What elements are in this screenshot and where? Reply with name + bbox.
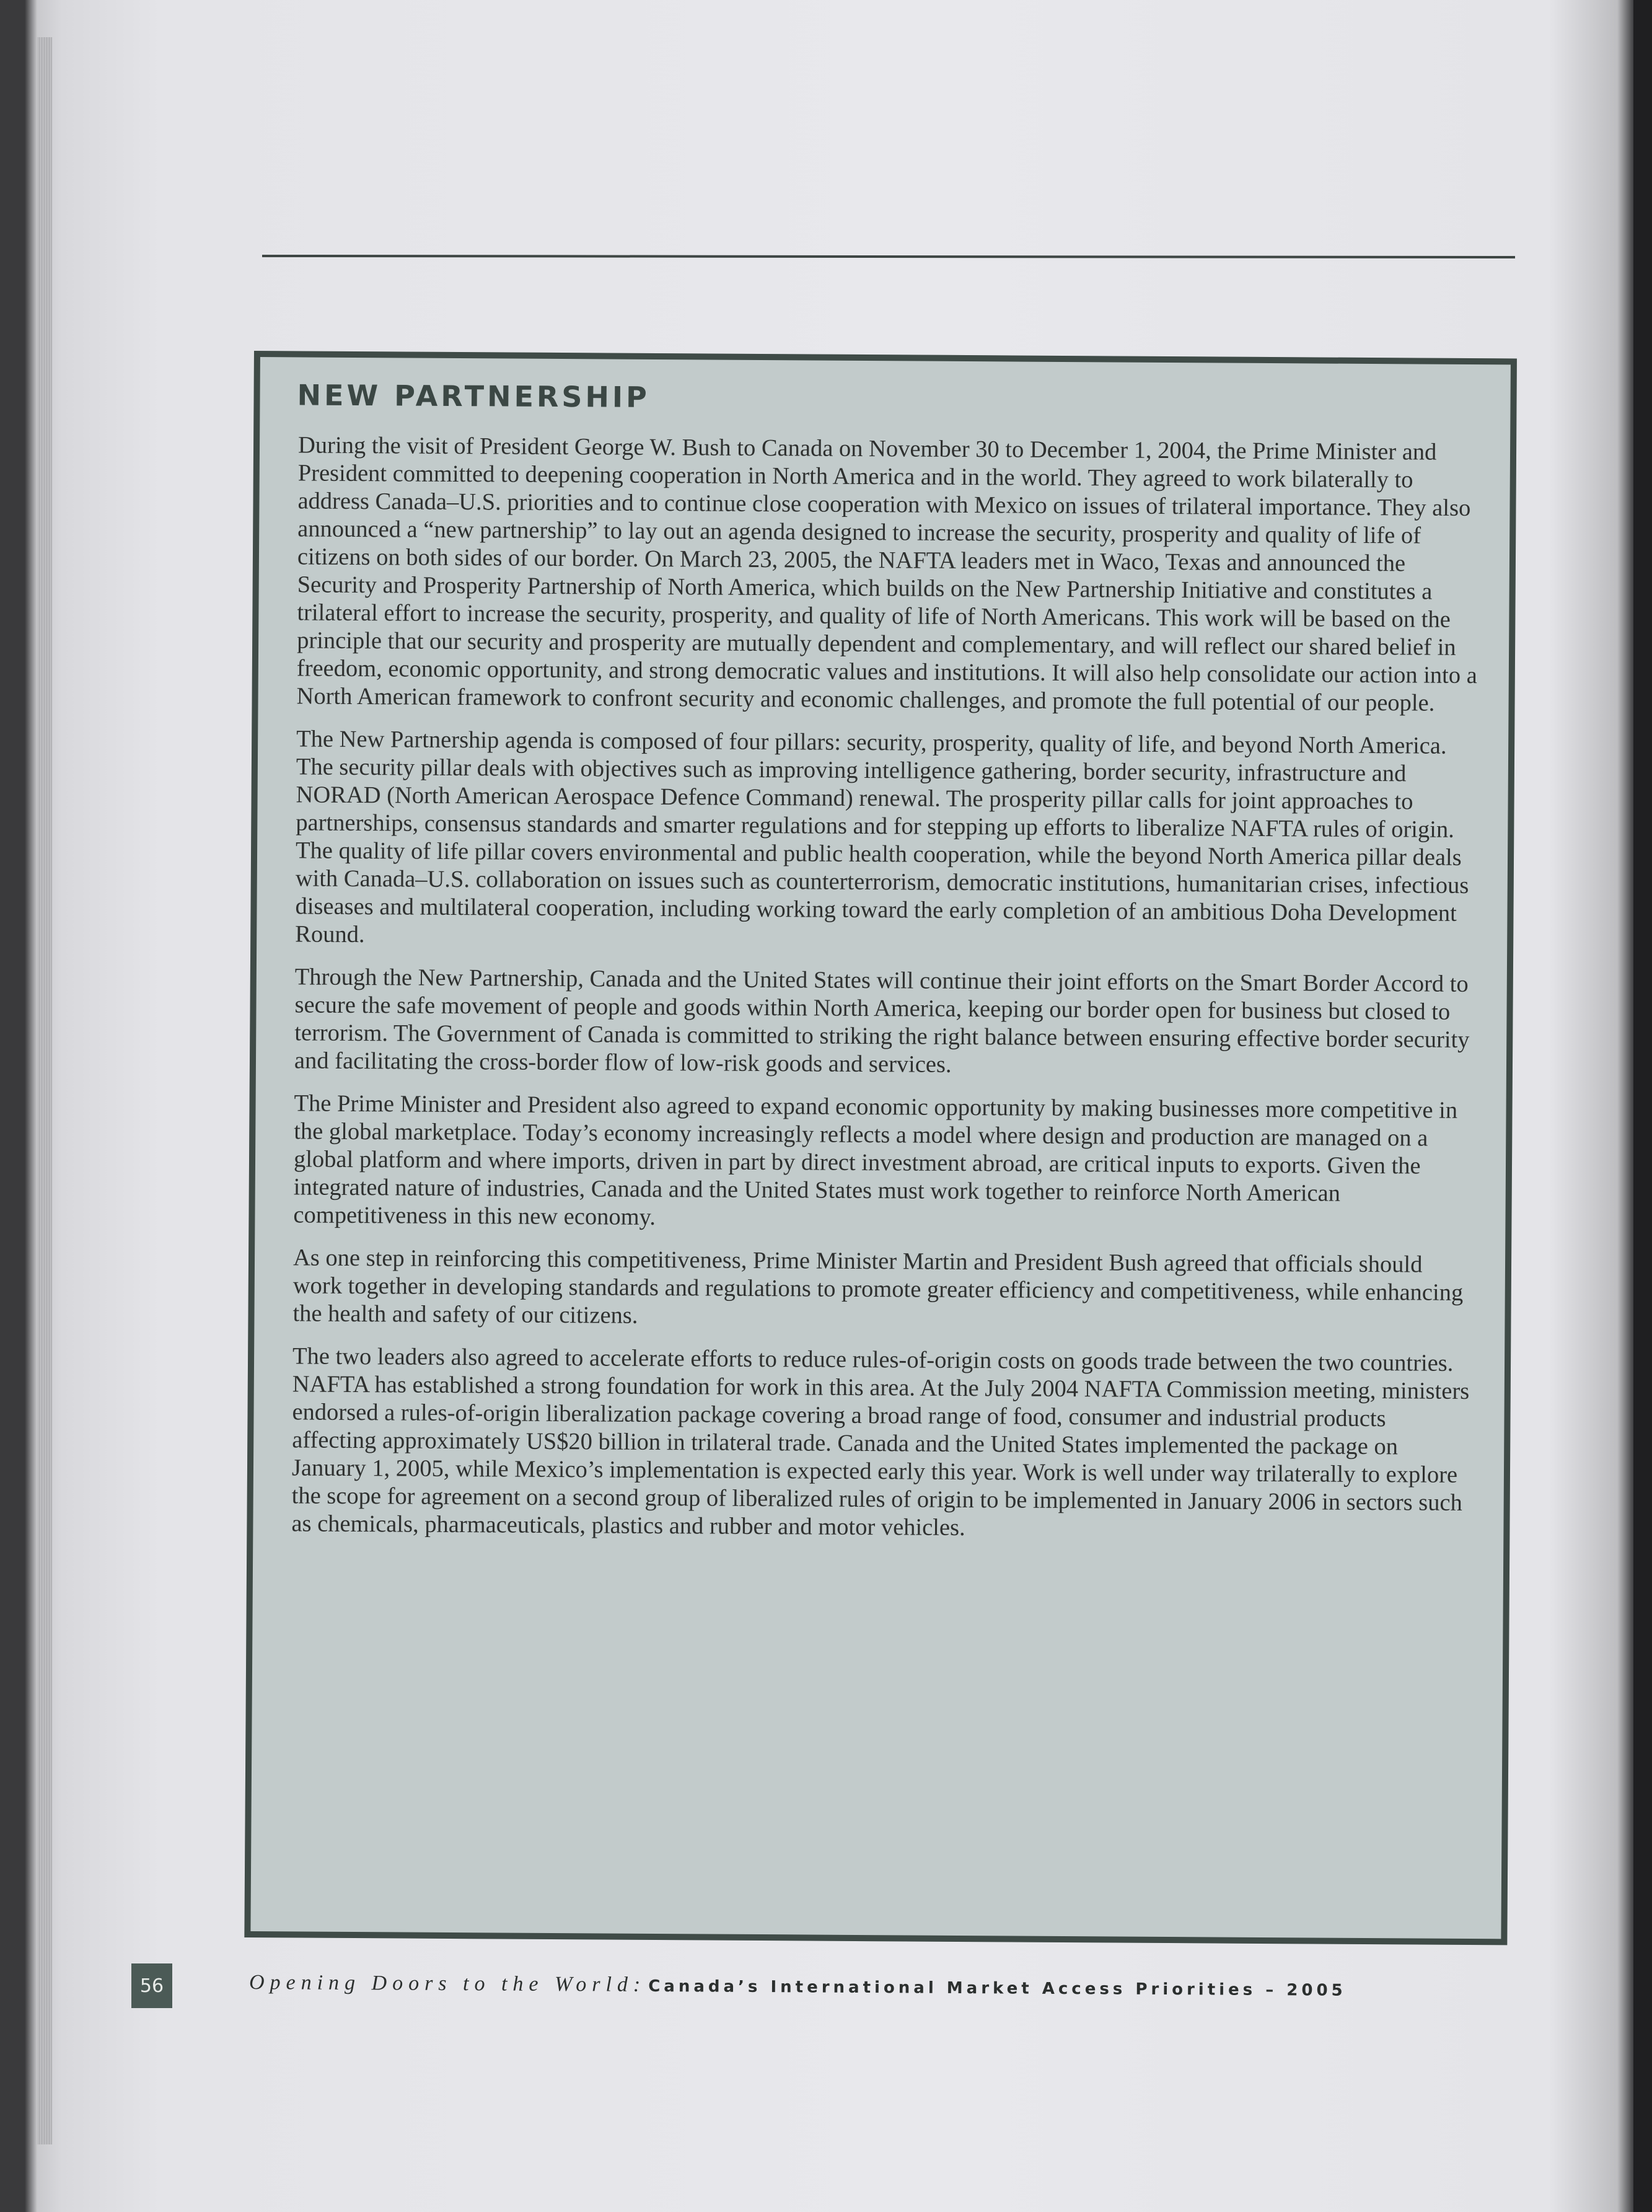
running-footer — [249, 1971, 1347, 2001]
sidebar-paragraph: Through the New Partnership, Canada and the United States will continue their joint efforts on the Smart Border Accord to secure the safe movement of people and goods within North America, keeping our border open for business but closed to terrorism. The Government of Canada is committed to striking the right balance between ensuring effective border security and facilitating the cross-border flow of low-risk goods and services. — [294, 964, 1470, 1078]
page-number: 56 — [139, 1975, 164, 1997]
sidebar-body — [291, 431, 1478, 1560]
footer-subtitle: Canada’s International Market Access Priorities – 2005 — [648, 1976, 1347, 2000]
sidebar-title: NEW PARTNERSHIP — [297, 378, 651, 414]
sidebar-paragraph: As one step in reinforcing this competitiveness, Prime Minister Martin and President Bush agreed that officials should work together in developing standards and regulations to promote greater efficiency and competitiveness, while enhancing the health and safety of our citizens. — [292, 1245, 1464, 1329]
sidebar-paragraph: The New Partnership agenda is composed of four pillars: security, prosperity, quality of life, and beyond North America. The security pillar deals with objectives such as improving intelligence gathering, border security, infrastructure and NORAD (North American Aerospace Defence Command) renewal. The prosperity pillar calls for joint approaches to partnerships, consensus standards and smarter regulations and for stepping up efforts to liberalize NAFTA rules of origin. The quality of life pillar covers environmental and public health cooperation, while the beyond North America pillar deals with Canada–U.S. collaboration on issues such as counterterrorism, democratic institutions, humanitarian crises, infectious diseases and multilateral cooperation, including working toward the early completion of an ambitious Doha Development Round. — [295, 726, 1469, 948]
binding-shadow — [1633, 0, 1652, 2212]
sidebar-paragraph: During the visit of President George W. Bush to Canada on November 30 to December 1, 2004, the Prime Minister and President committed to deepening cooperation in North America and in the world. They agreed to work bilaterally to address Canada–U.S. priorities and to continue close cooperation with Mexico on issues of trilateral importance. They also announced a “new partnership” to lay out an agenda designed to increase the security, prosperity and quality of life of citizens on both sides of our border. On March 23, 2005, the NAFTA leaders met in Waco, Texas and announced the Security and Prosperity Partnership of North America, which builds on the New Partnership Initiative and constitutes a trilateral effort to increase the security, prosperity, and quality of life of North Americans. This work will be based on the principle that our security and prosperity are mutually dependent and complementary, and will reflect our shared belief in freedom, economic opportunity, and strong democratic values and institutions. It will also help consolidate our action into a North American framework to confront security and economic challenges, and promote the full potential of our people. — [296, 432, 1477, 716]
footer-title: Opening Doors to the World: — [248, 1971, 646, 1996]
page-number-badge — [131, 1963, 172, 2008]
header-rule — [262, 255, 1515, 258]
new-partnership-sidebar — [244, 351, 1517, 1945]
sidebar-paragraph: The two leaders also agreed to accelerate efforts to reduce rules-of-origin costs on goods trade between the two countries. NAFTA has established a strong foundation for work in this area. At the July 2004 NAFTA Commission meeting, ministers endorsed a rules-of-origin liberalization package covering a broad range of food, consumer and industrial products affecting approximately US$20 billion in trilateral trade. Canada and the United States implemented the package on January 1, 2005, while Mexico’s implementation is expected early this year. Work is well under way trilaterally to explore the scope for agreement on a second group of liberalized rules of origin to be implemented in January 2006 in sectors such as chemicals, pharmaceuticals, plastics and rubber and motor vehicles. — [291, 1343, 1470, 1541]
page-stack-edge — [37, 37, 52, 2144]
sidebar-paragraph: The Prime Minister and President also agreed to expand economic opportunity by making businesses more competitive in the global marketplace. Today’s economy increasingly reflects a model where design and production are managed on a global platform and where imports, driven in part by direct investment abroad, are critical inputs to exports. Given the integrated nature of industries, Canada and the United States must work together to reinforce North American competitiveness in this new economy. — [293, 1090, 1458, 1230]
